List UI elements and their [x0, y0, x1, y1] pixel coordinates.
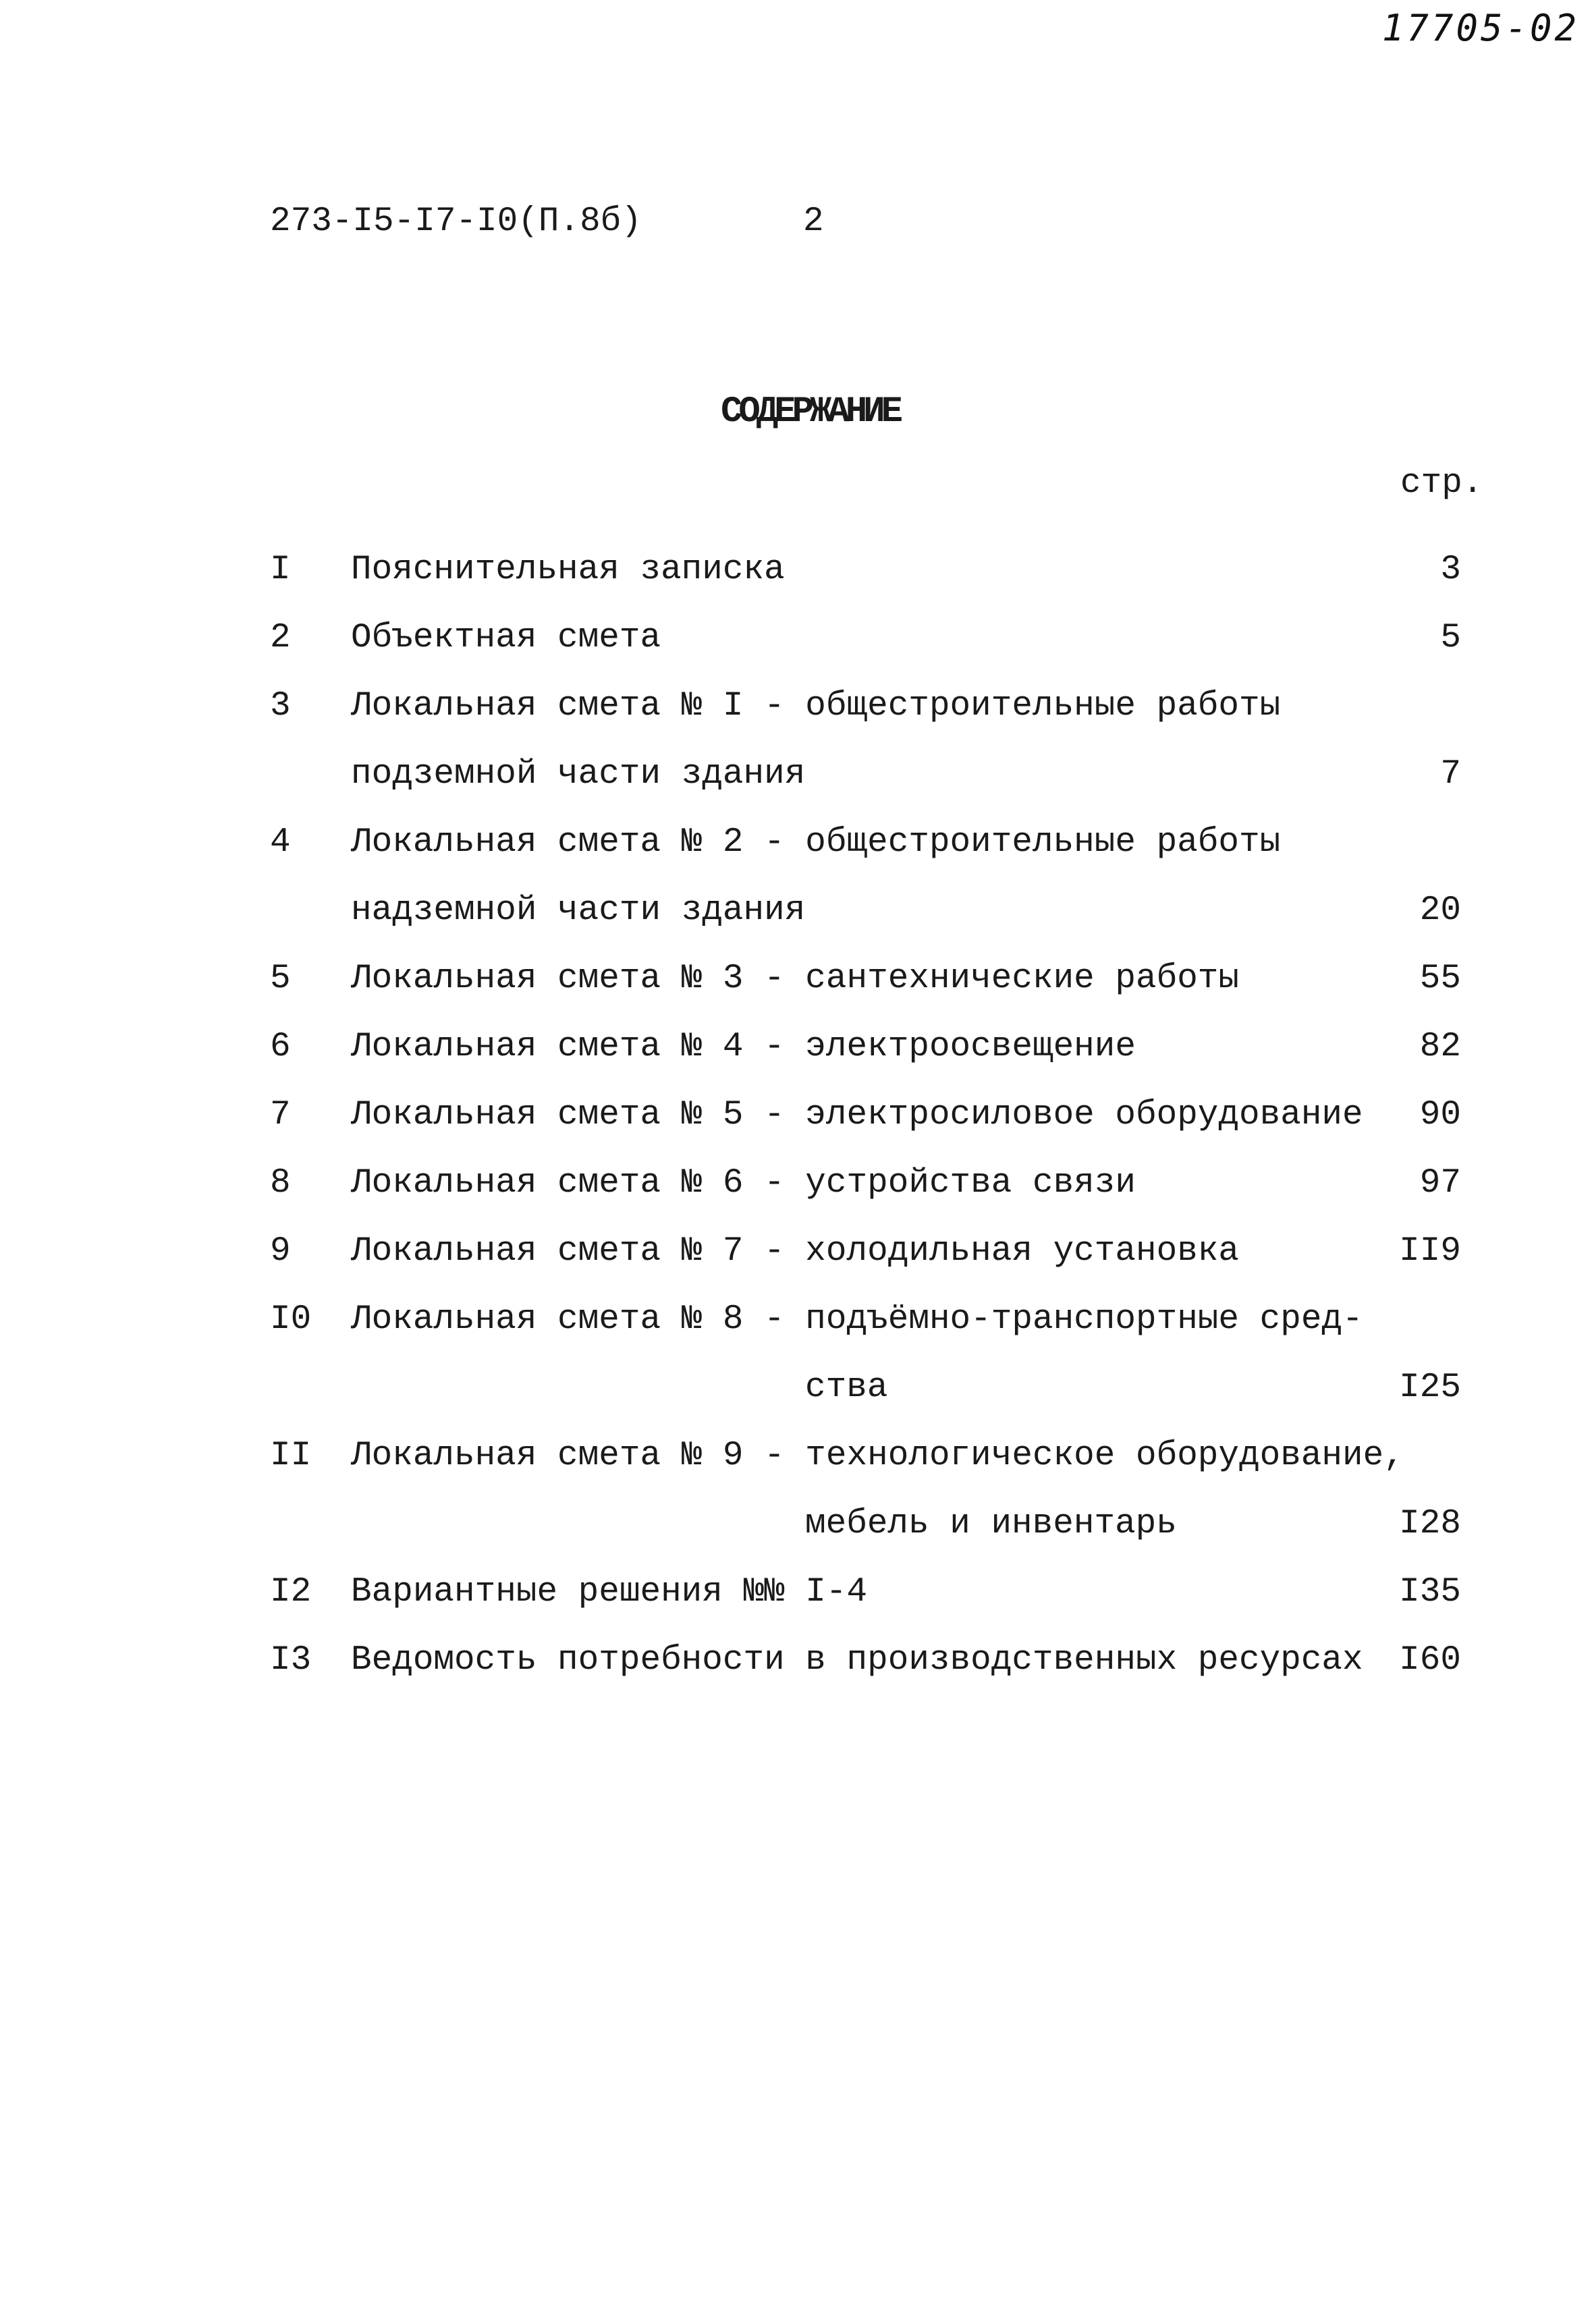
toc-entry-page: 7	[1440, 755, 1461, 794]
toc-entry	[270, 1013, 1461, 1081]
page-title: СОДЕРЖАНИЕ	[721, 391, 900, 433]
toc-entry	[270, 808, 1461, 877]
toc-entry-continuation	[270, 1354, 1461, 1422]
toc-entry	[270, 945, 1461, 1013]
toc-entry-continuation	[270, 877, 1461, 945]
toc-entry-page: 82	[1419, 1028, 1461, 1066]
toc-entry-number: I3	[270, 1641, 312, 1680]
sheet-number: 2	[803, 202, 824, 241]
toc-entry	[270, 1081, 1461, 1149]
toc-entry-page: 55	[1419, 960, 1461, 998]
table-of-contents	[270, 536, 1461, 1694]
toc-entry-title: Локальная смета № 3 - сантехнические работы	[351, 960, 1240, 998]
toc-entry	[270, 1422, 1461, 1490]
toc-entry	[270, 1285, 1461, 1354]
toc-entry-title: Ведомость потребности в производственных ресурсах	[351, 1641, 1363, 1680]
archive-stamp-number: 17705-02	[1381, 7, 1579, 49]
toc-entry	[270, 672, 1461, 740]
toc-entry-continuation	[270, 1490, 1461, 1558]
toc-entry-continuation	[270, 740, 1461, 808]
toc-entry-title: ства	[805, 1368, 888, 1407]
toc-entry	[270, 1217, 1461, 1285]
toc-entry-number: 4	[270, 823, 291, 862]
toc-entry-title: Локальная смета № 6 - устройства связи	[351, 1164, 1136, 1202]
toc-entry-number: 8	[270, 1164, 291, 1202]
toc-entry-page: 90	[1419, 1096, 1461, 1134]
toc-entry-title: Пояснительная записка	[351, 551, 785, 589]
toc-entry	[270, 604, 1461, 672]
toc-entry-page: 5	[1440, 619, 1461, 657]
toc-entry-title: Локальная смета № I - общестроительные работы	[351, 687, 1281, 725]
toc-entry	[270, 1626, 1461, 1694]
toc-entry-title: Локальная смета № 8 - подъёмно-транспортные сред-	[351, 1300, 1363, 1339]
toc-entry-title: мебель и инвентарь	[805, 1505, 1177, 1543]
toc-entry-page: 20	[1419, 891, 1461, 930]
toc-entry	[270, 1149, 1461, 1217]
toc-entry-number: 3	[270, 687, 291, 725]
toc-entry-title: Локальная смета № 4 - электроосвещение	[351, 1028, 1136, 1066]
toc-entry	[270, 1558, 1461, 1626]
toc-entry-title: подземной части здания	[351, 755, 806, 794]
toc-entry-page: I25	[1399, 1368, 1461, 1407]
toc-entry-page: I60	[1399, 1641, 1461, 1680]
toc-entry-title: надземной части здания	[351, 891, 806, 930]
toc-entry-title: Локальная смета № 5 - электросиловое оборудование	[351, 1096, 1363, 1134]
toc-entry-number: II	[270, 1437, 312, 1475]
toc-entry-title: Локальная смета № 2 - общестроительные работы	[351, 823, 1281, 862]
toc-entry-number: 7	[270, 1096, 291, 1134]
toc-entry-page: 3	[1440, 551, 1461, 589]
toc-entry-title: Локальная смета № 9 - технологическое оборудование,	[351, 1437, 1404, 1475]
toc-entry-page: II9	[1399, 1232, 1461, 1271]
toc-entry-number: I	[270, 551, 291, 589]
toc-entry-page: 97	[1419, 1164, 1461, 1202]
toc-entry-number: I2	[270, 1573, 312, 1611]
toc-entry-number: 6	[270, 1028, 291, 1066]
document-number: 273-I5-I7-I0(П.8б)	[270, 202, 642, 241]
toc-entry-page: I28	[1399, 1505, 1461, 1543]
toc-entry-number: 9	[270, 1232, 291, 1271]
toc-entry-title: Вариантные решения №№ I-4	[351, 1573, 868, 1611]
toc-entry-title: Объектная смета	[351, 619, 661, 657]
toc-entry-page: I35	[1399, 1573, 1461, 1611]
page-column-label: стр.	[1400, 464, 1483, 503]
toc-entry-number: 5	[270, 960, 291, 998]
toc-entry-number: I0	[270, 1300, 312, 1339]
toc-entry-title: Локальная смета № 7 - холодильная установка	[351, 1232, 1240, 1271]
toc-entry	[270, 536, 1461, 604]
toc-entry-number: 2	[270, 619, 291, 657]
